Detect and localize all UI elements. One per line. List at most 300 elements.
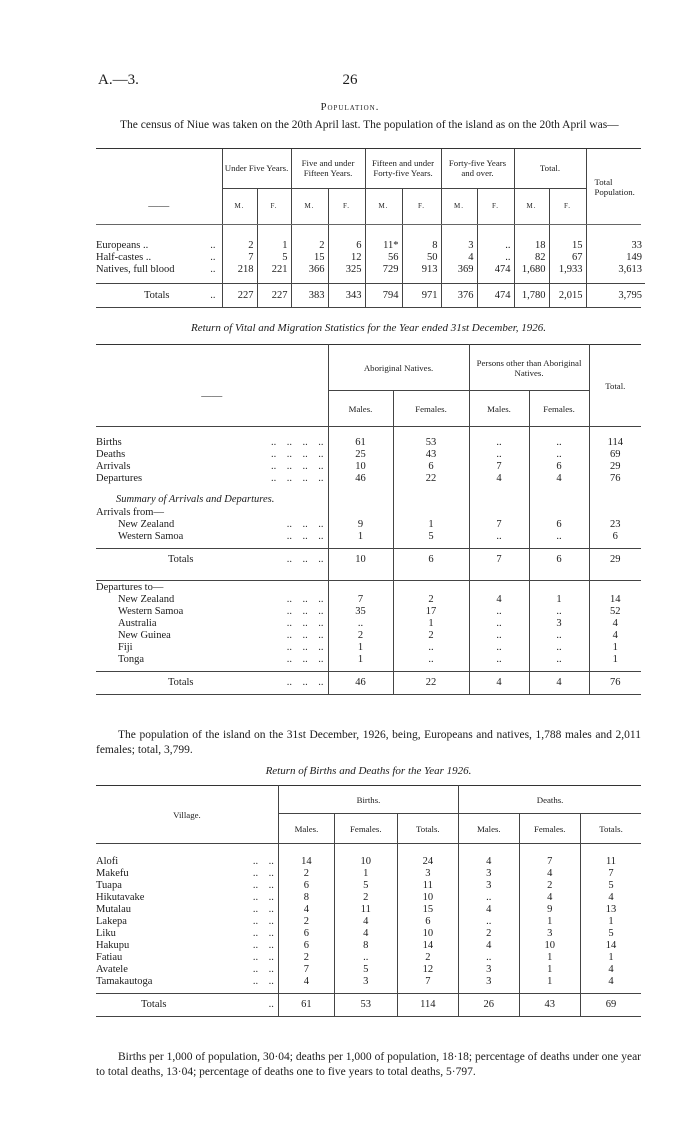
col-females: Females. [334,814,397,844]
table-cell: 43 [393,449,469,461]
row-label: Western Samoa [118,606,184,617]
table-cell: 7 [397,976,459,988]
table-cell: 2 [519,880,581,892]
leader-dots: .. [210,251,216,263]
table-cell [529,506,589,519]
table-cell: 1 [529,594,589,606]
leader-dots: .. .. .. [286,630,324,641]
table-cell: 2 [328,630,393,642]
table-cell: 1 [257,239,291,251]
table-cell: 6 [278,940,334,952]
table-cell: 7 [469,519,529,531]
table-cell: 366 [291,263,328,275]
table-cell [393,485,469,493]
col-f: F. [477,188,514,224]
row-label: New Guinea [118,630,171,641]
document-reference: A.—3. [98,72,139,88]
col-f: F. [257,188,291,224]
table-cell: 6 [529,461,589,473]
table-cell: 10 [397,928,459,940]
table-cell: 4 [519,868,581,880]
table-cell: 5 [393,531,469,543]
table-row [96,904,641,916]
col-totals: Totals. [599,823,623,834]
leader-dots: .. .. [252,880,274,891]
row-label: New Zealand [118,519,175,530]
table-cell: 971 [402,283,441,307]
table-cell: 1 [612,654,618,665]
leader-dots: .. .. .. [286,554,324,566]
table-cell: 369 [441,263,477,275]
village-name: Mutalau [96,904,131,915]
leader-dots: .. .. [252,976,274,987]
table-cell [328,506,393,519]
table-cell: 22 [393,473,469,485]
village-name: Fatiau [96,952,123,963]
table-row [96,251,645,263]
table-cell: 1 [608,952,614,963]
table-row [96,581,641,594]
leader-dots: .. .. [252,904,274,915]
table-cell: 6 [328,239,365,251]
table-cell [469,506,529,519]
table-cell: 7 [519,856,581,868]
table-cell: 15 [397,904,459,916]
table-cell: 3 [529,618,589,630]
leader-dots: .. [210,289,216,301]
population-intro [98,118,638,133]
table-cell: .. [393,642,469,654]
table-cell: 4 [608,964,614,975]
table-row [96,928,641,940]
vital-table: Aboriginal Natives. Persons other than Aboriginal Natives. Total. —— Males. Females. Males. Females. Births .. .. .. .. 61 53 .. .. 114 Deaths .. .. .. .. 25 43 .. .. 69 Arrivals .. .. .. .. 10 6 7 6 29 Departures .. .. .. .. 46 22 4 4 76 Summary of Arrivals and Departures. Arrivals from— New Zealand .. .. .. 9 1 7 6 23 Western Samoa .. .. .. 1 5 .. .. 6 Totals .. .. .. 10 6 7 6 29 Departures to— New Zealand .. .. .. 7 2 4 1 14 Western Samoa .. .. .. 35 17 .. .. 52 Australia .. .. .. .. 1 .. 3 4 New Guinea .. .. .. 2 2 .. .. 4 Fiji .. .. .. 1 .. .. .. 1 Tonga .. .. .. 1 .. .. .. 1 Totals .. .. .. 46 22 4 4 76 [96,344,641,695]
vital-table-title: Return of Vital and Migration Statistics for the Year ended 31st December, 1926. [190,322,547,334]
table-cell: 325 [328,263,365,275]
leader-dots: .. [268,999,274,1011]
table-cell [328,427,393,437]
table-cell: 1 [519,976,581,988]
table-row [96,856,641,868]
table-cell: 5 [257,251,291,263]
table-cell: 2,015 [549,283,586,307]
table-cell: .. [328,618,393,630]
spacer-row [96,485,641,493]
population-intro-text: The census of Niue was taken on the 20th April last. The population of the island as on the 20th April was— [120,119,619,131]
table-cell: 4 [459,856,519,868]
table-cell: 7 [278,964,334,976]
table-cell [529,485,589,493]
col-m: M. [291,188,328,224]
table-cell: 9 [328,519,393,531]
row-label: New Zealand [118,594,175,605]
leader-dots: .. [210,263,216,275]
table-row [96,239,645,251]
leader-dots: .. .. .. [286,642,324,653]
table-cell: 10 [328,461,393,473]
table-cell: .. [459,892,519,904]
table-cell: 2 [278,916,334,928]
col-fortyfive-over: Forty-five Years and over. [441,149,514,188]
table-cell: 5 [608,880,614,891]
leader-dots: .. .. [252,928,274,939]
col-m: M. [441,188,477,224]
leader-dots: .. .. .. [286,677,324,689]
table-row [96,964,641,976]
table-cell: 1 [334,868,397,880]
table-cell: 1 [519,964,581,976]
table-cell: 4 [459,904,519,916]
table-cell: 1,680 [514,263,549,275]
table-cell: 3 [459,880,519,892]
table-cell [529,581,589,594]
table-cell: 9 [519,904,581,916]
table-cell: 1 [519,952,581,964]
table-row [96,449,641,461]
table-cell [589,485,641,493]
row-label: Births [96,437,122,448]
table-cell: 227 [257,283,291,307]
col-total: Total. [514,149,586,188]
table-row [96,531,641,543]
table-cell: 474 [477,263,514,275]
table-cell: 114 [607,437,623,448]
population-table-body [96,225,645,307]
col-under-five: Under Five Years. [222,149,291,188]
table-cell: 22 [393,672,469,694]
table-cell [589,493,641,506]
table-cell: 221 [257,263,291,275]
table-cell: 2 [222,239,257,251]
table-cell: 46 [328,473,393,485]
table-cell: 4 [334,928,397,940]
table-cell: .. [469,437,529,449]
leader-dots: .. .. .. [286,531,324,542]
table-cell: 7 [328,594,393,606]
table-cell: 114 [397,994,459,1016]
table-cell: 1 [608,916,614,927]
leader-dots: .. .. [252,868,274,879]
village-name: Alofi [96,856,119,867]
col-males: Males. [278,814,334,844]
leader-dots: .. .. [252,856,274,867]
totals-row [96,283,645,307]
table-cell: 2 [393,630,469,642]
table-cell [393,571,469,581]
village-name: Hikutavake [96,892,145,903]
table-cell: 6 [393,461,469,473]
table-cell: 17 [393,606,469,618]
births-deaths-table [96,785,641,1017]
table-cell: 6 [278,880,334,892]
rates-paragraph [96,1050,641,1080]
col-m: M. [514,188,549,224]
table-cell: 7 [608,868,614,879]
row-label: Tonga [118,654,145,665]
table-row [96,606,641,618]
leader-dots: .. .. .. [286,594,324,605]
births-deaths-title: Return of Births and Deaths for the Year 1926. [265,765,472,777]
col-total-population: Total Population. [586,149,645,224]
row-label: Totals [168,677,194,689]
table-cell: 11* [365,239,402,251]
table-cell: 53 [334,994,397,1016]
table-cell: 11 [397,880,459,892]
leader-dots: .. .. [252,916,274,927]
table-cell: 6 [278,928,334,940]
table-cell: 1 [519,916,581,928]
table-cell: 2 [291,239,328,251]
table-cell: 2 [459,928,519,940]
departures-to-label: Departures to— [96,581,164,593]
table-cell: 56 [365,251,402,263]
village-name: Tuapa [96,880,122,891]
table-row [96,916,641,928]
table-cell: 1,780 [514,283,549,307]
table-cell: 14 [605,940,617,951]
totals-row [96,549,641,571]
table-cell: .. [529,606,589,618]
table-cell [529,427,589,437]
table-cell [328,493,393,506]
village-name: Hakupu [96,940,130,951]
table-cell: 13 [605,904,617,915]
table-cell [334,844,397,856]
table-cell [459,844,519,856]
table-cell [529,493,589,506]
table-cell [529,571,589,581]
table-cell: 4 [529,473,589,485]
table-cell: .. [469,618,529,630]
table-cell: 76 [610,473,621,484]
table-cell: .. [529,531,589,543]
row-label: Europeans .. [96,239,149,251]
table-cell: 2 [278,952,334,964]
table-cell [581,844,642,856]
village-name: Liku [96,928,116,939]
table-cell: 218 [222,263,257,275]
table-cell: .. [459,916,519,928]
section-heading-population: Population. [320,102,380,113]
table-row [96,594,641,606]
table-cell [397,844,459,856]
table-row [96,461,641,473]
col-females: Females. [529,391,589,427]
table-cell: 3 [397,868,459,880]
row-label: Western Samoa [118,531,184,542]
table-cell: 6 [612,531,618,542]
leader-dots: .. [210,239,216,251]
table-cell: 4 [612,618,618,629]
row-label: Totals [168,554,194,566]
table-cell: 15 [291,251,328,263]
table-row [96,976,641,988]
table-cell: 4 [334,916,397,928]
table-cell: 3,795 [586,283,645,307]
table-cell: 43 [519,994,581,1016]
leader-dots: .. .. .. [286,654,324,665]
table-cell: .. [529,437,589,449]
table-cell [393,581,469,594]
table-row [96,630,641,642]
table-cell: 61 [328,437,393,449]
table-cell: 6 [529,519,589,531]
table-cell: 6 [397,916,459,928]
leader-dots: .. .. .. [286,519,324,530]
population-year-end-text: The population of the island on the 31st December, 1926, being, Europeans and natives, 1,788 males and 2,011 females; total, 3,799. [96,729,641,756]
table-cell: 4 [608,892,614,903]
col-males: Males. [469,391,529,427]
table-cell: 1 [612,642,618,653]
table-cell: 4 [469,473,529,485]
table-cell: 14 [278,856,334,868]
table-cell: 1 [328,642,393,654]
table-cell: 7 [469,549,529,571]
table-cell: 14 [610,594,621,605]
table-cell: 1 [328,531,393,543]
table-cell: .. [469,531,529,543]
table-cell: 10 [397,892,459,904]
table-cell: 69 [610,449,621,460]
table-cell: 50 [402,251,441,263]
table-cell: .. [393,654,469,666]
col-males: Males. [328,391,393,427]
table-cell: 3 [459,964,519,976]
table-cell: .. [529,630,589,642]
col-aboriginal-natives: Aboriginal Natives. [328,345,469,391]
spacer-row [96,844,641,856]
table-cell: 6 [529,549,589,571]
spacer-row [96,427,641,437]
table-cell [519,844,581,856]
table-cell: 2 [278,868,334,880]
table-row [96,880,641,892]
leader-dots: .. .. [252,952,274,963]
table-cell: 4 [469,672,529,694]
table-cell: 1,933 [549,263,586,275]
col-m: M. [365,188,402,224]
table-cell: 5 [334,880,397,892]
table-cell [328,581,393,594]
population-year-end [96,728,641,758]
table-cell: 4 [278,976,334,988]
table-cell [469,581,529,594]
table-cell [328,485,393,493]
col-f: F. [402,188,441,224]
table-cell: 1 [393,519,469,531]
village-name: Makefu [96,868,129,879]
table-cell: 913 [402,263,441,275]
table-cell: .. [469,654,529,666]
table-cell [393,506,469,519]
table-cell: 24 [397,856,459,868]
col-f: F. [549,188,586,224]
table-cell [393,427,469,437]
row-label: Totals [144,289,170,301]
col-deaths: Deaths. [459,786,641,814]
arrivals-from-label: Arrivals from— [96,506,164,518]
table-cell: 67 [549,251,586,263]
table-row [96,952,641,964]
table-cell: 7 [469,461,529,473]
table-cell: .. [529,654,589,666]
table-cell: .. [469,630,529,642]
table-cell: 4 [612,630,618,641]
row-label: Australia [118,618,157,629]
col-other-persons: Persons other than Aboriginal Natives. [469,345,589,391]
table-cell: 5 [334,964,397,976]
leader-dots: .. .. [252,964,274,975]
table-cell: 8 [278,892,334,904]
table-row [96,493,641,506]
table-cell: 10 [334,856,397,868]
table-cell: 12 [397,964,459,976]
table-cell [469,571,529,581]
table-cell: .. [529,449,589,461]
table-cell: 10 [519,940,581,952]
col-m: M. [222,188,257,224]
spacer-row [96,571,641,581]
leader-dots: .. .. [252,940,274,951]
table-cell [469,427,529,437]
table-row [96,437,641,449]
row-label: Arrivals [96,461,131,472]
table-cell: .. [529,642,589,654]
table-cell [328,571,393,581]
village-name: Tamakautoga [96,976,153,987]
table-cell: 2 [397,952,459,964]
table-cell [278,844,334,856]
table-cell: 61 [278,994,334,1016]
col-females: Females. [519,814,581,844]
leader-dots: .. .. .. .. [271,473,324,484]
page-number: 26 [342,72,358,88]
table-cell: 3 [441,239,477,251]
table-cell [589,427,641,437]
table-cell [589,571,641,581]
table-cell: 3,613 [586,263,645,275]
leader-dots: .. .. .. .. [271,449,324,460]
col-fifteen-fortyfive: Fifteen and under Forty-five Years. [365,149,441,188]
leader-dots: .. .. .. .. [271,437,324,448]
table-cell: 33 [586,239,645,251]
table-cell: .. [469,606,529,618]
table-cell [589,506,641,519]
village-name: Avatele [96,964,128,975]
table-cell: 35 [328,606,393,618]
col-females: Females. [393,391,469,427]
summary-title: Summary of Arrivals and Departures. [116,493,275,505]
table-cell: 4 [529,672,589,694]
table-row [96,263,645,275]
table-cell: 8 [402,239,441,251]
table-cell: 4 [519,892,581,904]
table-cell: 227 [222,283,257,307]
village-name: Lakepa [96,916,127,927]
table-cell: 46 [328,672,393,694]
leader-dots: .. .. [252,892,274,903]
totals-row [96,994,641,1016]
table-cell [469,485,529,493]
table-cell: .. [334,952,397,964]
col-f: F. [328,188,365,224]
village-name: Totals [141,999,167,1011]
table-cell: 25 [328,449,393,461]
table-cell: 23 [610,519,621,530]
table-cell: 6 [393,549,469,571]
leader-dots: .. .. .. [286,618,324,629]
table-cell: 3 [519,928,581,940]
table-cell: 10 [328,549,393,571]
